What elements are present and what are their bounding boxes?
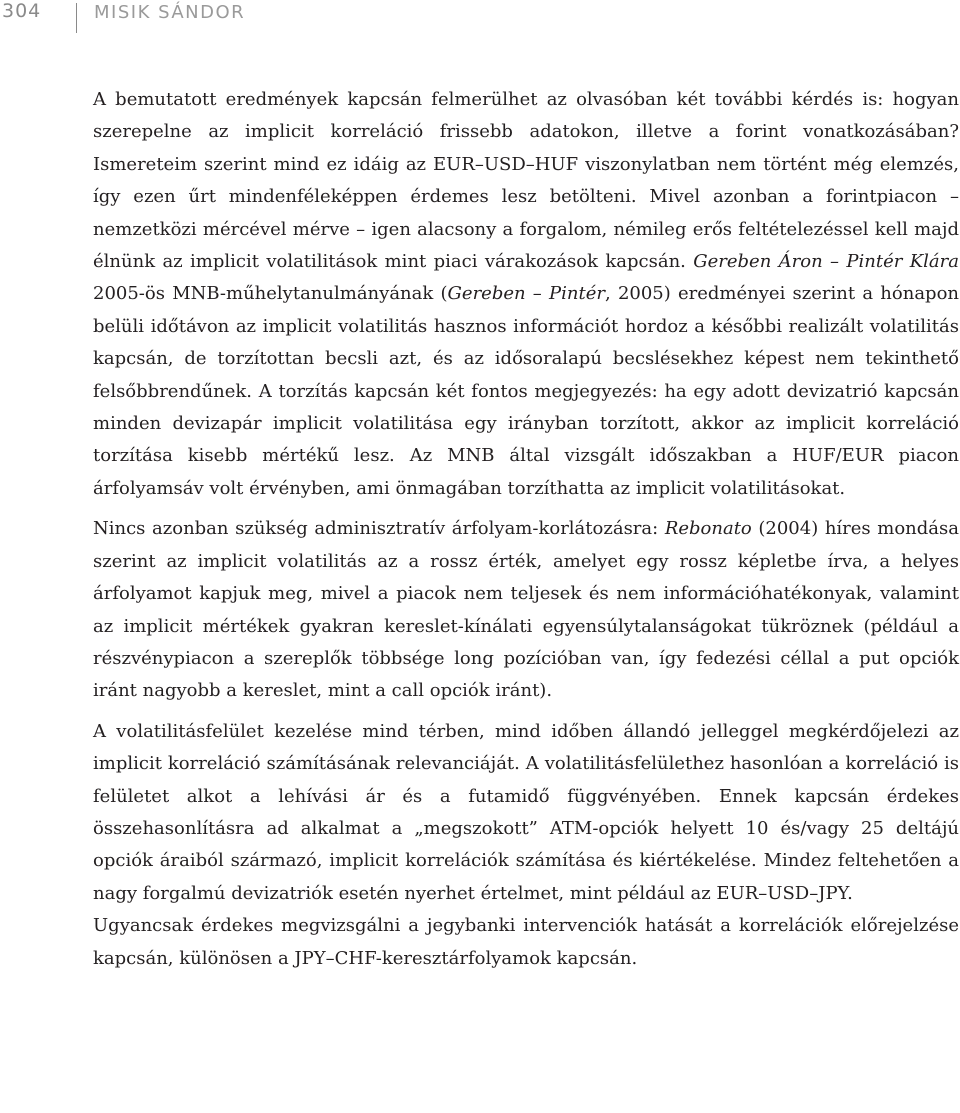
- page-number: 304: [2, 0, 42, 22]
- paragraph-2: [93, 513, 959, 707]
- running-head-author: MISIK SÁNDOR: [94, 2, 246, 23]
- paragraph-4-text: Ugyancsak érdekes megvizsgálni a jegybanki intervenciók hatását a korrelációk előrejelzése kapcsán, különösen a JPY–CHF-keresztárfolyamok kapcsán.: [93, 915, 959, 969]
- paragraph-3-text: A volatilitásfelület kezelése mind térben, mind időben állandó jelleggel megkérdőjelezi az implicit korreláció számításának relevanciáját. A volatilitásfelülethez hasonlóan a korreláció is felületet alkot a lehívási ár és a futamidő függvényében. Ennek kapcsán érdekes összehasonlításra ad alkalmat a „megszokott” ATM-opciók helyett 10 és/vagy 25 deltájú opciók áraiból származó, implicit korrelációk számítása és kiértékelése. Mindez feltehetően a nagy forgalmú devizatriók esetén nyerhet értelmet, mint például az EUR–USD–JPY.: [93, 720, 959, 904]
- paragraph-1-text: , 2005) eredményei szerint a hónapon belüli időtávon az implicit volatilitás hasznos információt hordoz a későbbi realizált volatilitás kapcsán, de torzítottan becsli azt, és az idősoralapú becslésekhez képest nem tekinthető felsőbbrendűnek. A torzítás kapcsán két fontos megjegyezés: ha egy adott devizatrió kapcsán minden devizapár implicit volatilitása egy irányban torzított, akkor az implicit korreláció torzítása kisebb mértékű lesz. Az MNB által vizsgált időszakban a HUF/EUR piacon árfolyamsáv volt érvényben, ami önmagában torzíthatta az implicit volatilitásokat.: [93, 283, 959, 499]
- paragraph-1: [93, 84, 959, 505]
- paragraph-4: [93, 910, 959, 975]
- running-head: [0, 0, 960, 40]
- body-text: [93, 84, 959, 975]
- paragraph-3: [93, 716, 959, 910]
- citation-authors: Gereben Áron – Pintér Klára: [693, 251, 959, 273]
- paragraph-2-text: Nincs azonban szükség adminisztratív árfolyam-korlátozásra:: [93, 518, 665, 540]
- header-divider: [76, 3, 77, 33]
- citation-rebonato: Rebonato: [664, 518, 752, 540]
- paragraph-1-text: A bemutatott eredmények kapcsán felmerülhet az olvasóban két további kérdés is: hogyan szerepelne az implicit korreláció frissebb adatokon, illetve a forint vonatkozásában? Ismereteim szerint mind ez idáig az EUR–USD–HUF viszonylatban nem történt még elemzés, így ezen űrt mindenféleképpen érdemes lesz betölteni. Mivel azonban a forintpiacon – nemzetközi mércével mérve – igen alacsony a forgalom, némileg erős feltételezéssel kell majd élnünk az implicit volatilitások mint piaci várakozások kapcsán.: [93, 89, 959, 273]
- paragraph-1-text: 2005-ös MNB-műhelytanulmányának (: [93, 283, 448, 305]
- paragraph-2-text: (2004) híres mondása szerint az implicit volatilitás az a rossz érték, amelyet egy rossz képletbe írva, a helyes árfolyamot kapjuk meg, mivel a piacok nem teljesek és nem információhatékonyak, valamint az implicit mértékek gyakran kereslet-kínálati egyensúlytalanságokat tükröznek (például a részvénypiacon a szereplők többsége long pozícióban van, így fedezési céllal a put opciók iránt nagyobb a kereslet, mint a call opciók iránt).: [93, 518, 959, 702]
- citation-reference: Gereben – Pintér: [447, 283, 605, 305]
